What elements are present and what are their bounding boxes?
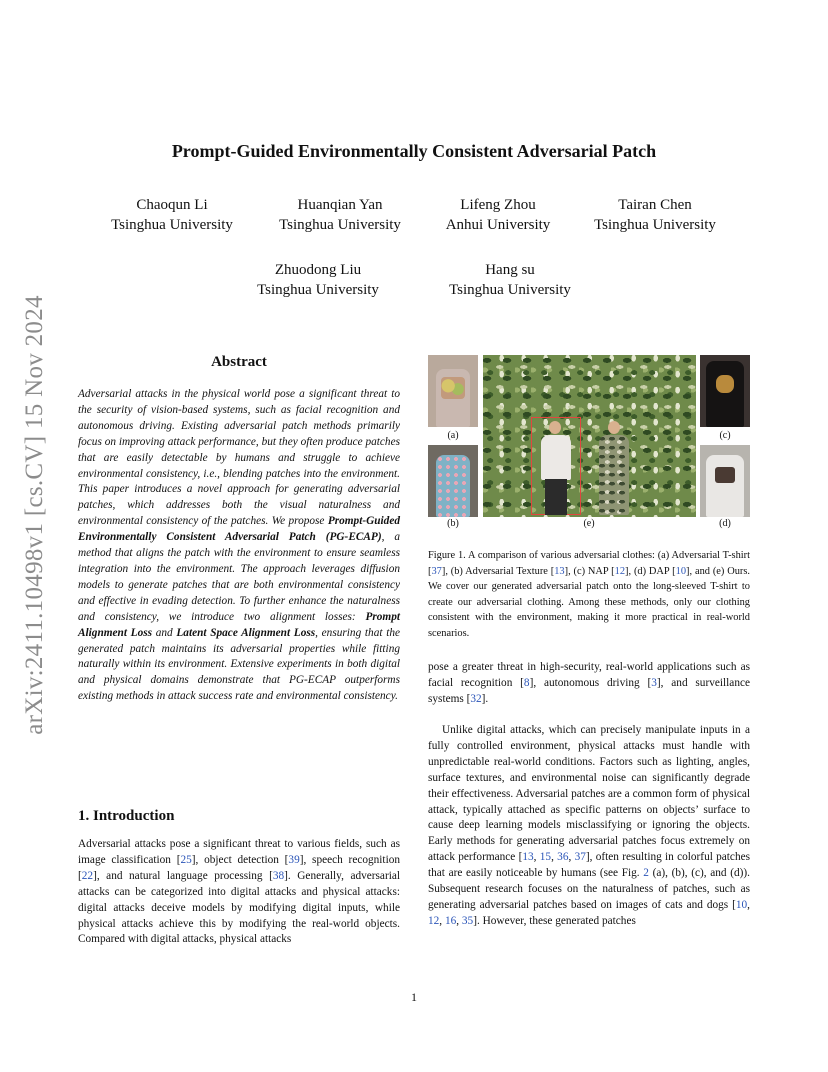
citation-link[interactable]: 13 <box>554 565 565 577</box>
author-affiliation: Anhui University <box>445 217 551 233</box>
body-text: ], and surveillance systems [ <box>428 676 750 705</box>
patch-image <box>441 377 465 399</box>
body-text: Unlike digital attacks, which can precisely manipulate inputs in a fully controlled environment, physical attacks must handle with unpredictable real-world conditions. Factors such as lighting, angles, surface textures, and environmental noise can significantly degrade their effectiveness. Adversarial patches are a common form of physical attack, typically attached as specific patterns on objects’ surface to cause deep learning models misclassifying or ignoring the objects. Early methods for generating adversarial patches focus extremely on attack performance [ <box>428 724 750 864</box>
abstract-body <box>78 387 400 705</box>
citation-link[interactable]: 37 <box>574 851 586 864</box>
caption-text: ], (c) NAP [ <box>564 565 615 577</box>
citation-link[interactable]: 12 <box>614 565 626 577</box>
arxiv-stamp-text: arXiv:2411.10498v1 [cs.CV] 15 Nov 2024 <box>21 295 48 735</box>
person-head <box>549 421 561 434</box>
abstract-bold-loss-1: Prompt Alignment Loss <box>78 610 400 639</box>
right-column-paragraph-2 <box>428 723 750 930</box>
author-name: Tairan Chen <box>618 197 692 213</box>
intro-text: ], and natural language processing [ <box>93 869 273 882</box>
caption-text: ], (d) DAP [ <box>625 565 676 577</box>
citation-link[interactable]: 10 <box>675 565 687 577</box>
body-text: , <box>568 851 575 864</box>
abstract-text-3: and <box>152 626 177 639</box>
person-figure <box>541 435 571 480</box>
figure-label-c: (c) <box>719 430 731 441</box>
body-text: , <box>439 914 445 927</box>
author-affiliation: Tsinghua University <box>594 217 716 233</box>
abstract-bold-method: Prompt-Guided Environmentally Consistent Adversarial Patch (PG-ECAP) <box>78 515 400 544</box>
figure-1 <box>428 355 750 530</box>
caption-text: ], and (e) Ours. We cover our generated adversarial patch onto the long-sleeved T-shirt to create our adversarial clothing. Among these methods, only our clothing consistent with the environment, making it more practical in real-world scenarios. <box>428 565 751 639</box>
person-head <box>608 421 620 434</box>
citation-link[interactable]: 22 <box>81 869 94 882</box>
body-text: , <box>747 898 750 911</box>
author-1 <box>87 195 257 235</box>
caption-text: Figure 1. A comparison of various adversarial clothes: (a) Adversarial T-shirt [ <box>428 550 750 577</box>
body-text: pose a greater threat in high-security, real-world applications such as facial recognition [ <box>428 661 750 689</box>
body-text: , <box>456 914 462 927</box>
paper-title: Prompt-Guided Environmentally Consistent Adversarial Patch <box>171 141 657 161</box>
patch-image <box>716 375 734 393</box>
citation-link[interactable]: 10 <box>735 898 748 911</box>
figure-panel-e <box>483 355 696 517</box>
author-affiliation: Tsinghua University <box>279 217 401 233</box>
body-text: ], often resulting in colorful patches that are easily noticeable by humans (see Fig. <box>428 851 751 880</box>
citation-link[interactable]: 38 <box>272 869 285 882</box>
author-affiliation: Tsinghua University <box>111 217 233 233</box>
figure-panel-a <box>428 355 478 427</box>
intro-paragraph <box>78 837 400 948</box>
author-6 <box>425 260 595 300</box>
figure-label-b: (b) <box>447 518 459 529</box>
person-figure <box>599 435 629 515</box>
author-affiliation: Tsinghua University <box>257 282 379 298</box>
citation-link[interactable]: 3 <box>651 676 657 689</box>
abstract-text-2: , a method that aligns the patch with the environment to ensure seamless integration into the environment. The approach leverages diffusion models to generate patches that are both environmental consistency and effective in evading detection. To further enhance the naturalness and consistency, we introduce two alignment losses: <box>78 531 401 623</box>
author-4 <box>570 195 740 235</box>
person-legs <box>545 479 567 515</box>
figure-1-caption <box>428 548 750 642</box>
citation-link[interactable]: 39 <box>288 853 300 866</box>
caption-text: ], (b) Adversarial Texture [ <box>441 565 555 577</box>
intro-text: Adversarial attacks pose a significant threat to various fields, such as image classification [ <box>78 838 400 866</box>
body-text: ], autonomous driving [ <box>529 676 652 689</box>
figure-panel-d <box>700 445 750 517</box>
page-number: 1 <box>411 990 417 1004</box>
citation-link[interactable]: 12 <box>428 914 440 927</box>
citation-link[interactable]: 25 <box>180 853 192 866</box>
person-figure <box>706 361 744 427</box>
body-text: (a), (b), (c), and (d)). Subsequent research focuses on the naturalness of patches, such as generating adversarial patches based on images of cats and dogs [ <box>428 867 750 911</box>
abstract-heading: Abstract <box>211 354 267 370</box>
person-figure <box>436 455 470 517</box>
intro-text: ], object detection [ <box>191 853 289 866</box>
person-figure <box>706 455 744 517</box>
intro-text: ]. Generally, adversarial attacks can be categorized into digital attacks and physical attacks: digital attacks deceive models by modifying digital inputs, while physical attacks achieve this by modifying the real-world objects. Compared with digital attacks, physical attacks <box>78 869 400 946</box>
patch-image <box>715 467 735 483</box>
body-text: , <box>551 851 558 864</box>
arxiv-stamp <box>20 270 50 760</box>
body-text: , <box>533 851 540 864</box>
author-2 <box>255 195 425 235</box>
author-3 <box>413 195 583 235</box>
figure-label-a: (a) <box>447 430 459 441</box>
figure-label-d: (d) <box>719 518 731 529</box>
author-name: Chaoqun Li <box>136 197 208 213</box>
abstract-text-4: , ensuring that the generated patch maintains its adversarial properties while fitting naturally within its environment. Extensive experiments in both digital and physical domains demonstrate that PG-ECAP outperforms existing methods in attack success rate and environmental consistency. <box>78 626 401 703</box>
citation-link[interactable]: 36 <box>557 851 569 864</box>
figure-label-e: (e) <box>583 518 595 529</box>
citation-link[interactable]: 15 <box>539 851 552 864</box>
citation-link[interactable]: 37 <box>431 565 442 577</box>
citation-link[interactable]: 35 <box>461 914 474 927</box>
author-5 <box>233 260 403 300</box>
author-name: Huanqian Yan <box>297 197 383 213</box>
abstract-text-1: Adversarial attacks in the physical world pose a significant threat to the security of vision-based systems, such as facial recognition and autonomous driving. Existing adversarial patch methods primarily focus on improving attack performance, but they often produce patches that are easily detectable by humans and struggle to achieve environmental consistency, i.e., blending patches into the environment. This paper introduces a novel approach for generating adversarial patches, which addresses both the visual naturalness and environmental consistency of the patches. We propose <box>78 388 400 528</box>
figure-reference-link[interactable]: 2 <box>643 867 649 880</box>
author-name: Zhuodong Liu <box>274 262 362 278</box>
section-heading-introduction: 1. Introduction <box>78 808 175 824</box>
body-text: ]. However, these generated patches <box>473 914 636 927</box>
figure-panel-b <box>428 445 478 517</box>
citation-link[interactable]: 13 <box>522 851 534 864</box>
citation-link[interactable]: 16 <box>444 914 457 927</box>
citation-link[interactable]: 8 <box>523 676 530 689</box>
abstract-bold-loss-2: Latent Space Alignment Loss <box>176 626 316 639</box>
intro-text: ], speech recognition [ <box>78 853 401 882</box>
figure-panel-c <box>700 355 750 427</box>
right-column-paragraph-1 <box>428 660 750 708</box>
author-name: Hang su <box>485 262 535 278</box>
body-text: ]. <box>481 692 489 705</box>
author-name: Lifeng Zhou <box>460 197 536 213</box>
author-affiliation: Tsinghua University <box>449 282 571 298</box>
citation-link[interactable]: 32 <box>470 692 482 705</box>
